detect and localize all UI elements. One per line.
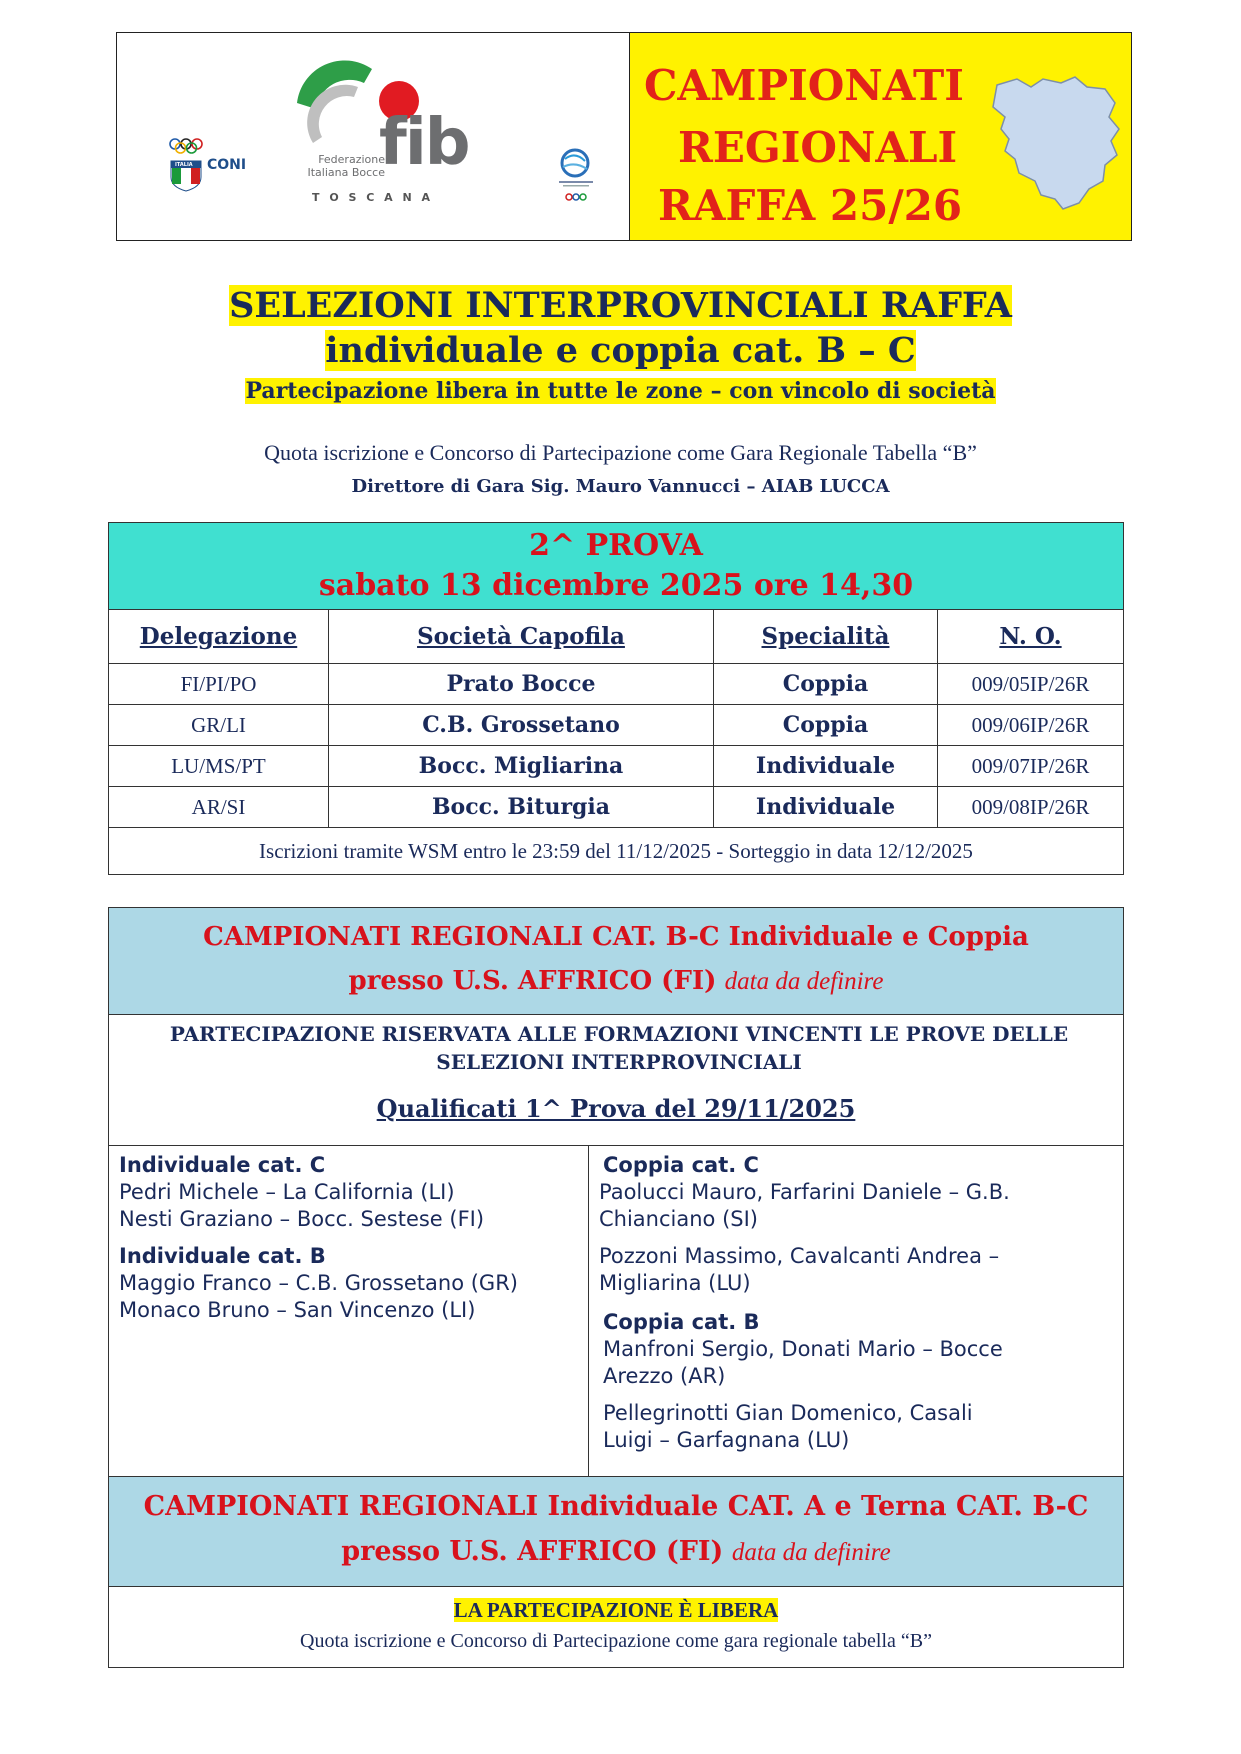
qualified-grid-divider	[588, 1145, 589, 1476]
table-row	[109, 705, 1124, 746]
champ-a-quota: Quota iscrizione e Concorso di Partecipazione come gara regionale tabella “B”	[300, 1630, 932, 1652]
table-row	[109, 787, 1124, 828]
cell-societa: C.B. Grossetano	[329, 705, 714, 746]
prova-date: sabato 13 dicembre 2025 ore 14,30	[318, 568, 914, 603]
col-specialita: Specialità	[714, 610, 938, 664]
paralympic-logo	[553, 145, 603, 213]
champ-a-header	[109, 1476, 1123, 1587]
champ-bc-title: CAMPIONATI REGIONALI CAT. B-C Individuale e Coppia	[203, 922, 1029, 952]
qualified-title: Qualificati 1^ Prova del 29/11/2025	[376, 1094, 856, 1123]
cell-societa: Bocc. Biturgia	[329, 787, 714, 828]
table-row	[109, 746, 1124, 787]
col-no: N. O.	[938, 610, 1124, 664]
coni-text: CONI	[207, 157, 247, 173]
col-societa: Società Capofila	[329, 610, 714, 664]
cell-delegazione: GR/LI	[109, 705, 329, 746]
championship-box	[108, 907, 1124, 1668]
cell-societa: Bocc. Migliarina	[329, 746, 714, 787]
list-item: Nesti Graziano – Bocc. Sestese (FI)	[119, 1207, 485, 1231]
qualified-right-column	[599, 1152, 1019, 1454]
intro-director: Direttore di Gara Sig. Mauro Vannucci – AIAB LUCCA	[351, 476, 890, 497]
cell-delegazione: LU/MS/PT	[109, 746, 329, 787]
champ-a-venue: presso U.S. AFFRICO (FI)	[341, 1536, 724, 1567]
qualified-grid-top	[109, 1145, 1123, 1146]
cell-no: 009/07IP/26R	[938, 746, 1124, 787]
fib-region-text: T O S C A N A	[312, 191, 434, 204]
intro-line-2: individuale e coppia cat. B – C	[325, 330, 916, 371]
qualified-left-column	[119, 1152, 579, 1324]
champ-a-free: LA PARTECIPAZIONE È LIBERA	[453, 1598, 779, 1622]
list-item: Pedri Michele – La California (LI)	[119, 1180, 455, 1204]
cell-specialita: Coppia	[714, 705, 938, 746]
intro-line-1: SELEZIONI INTERPROVINCIALI RAFFA	[229, 285, 1012, 326]
champ-a-title: CAMPIONATI REGIONALI Individuale CAT. A e Terna CAT. B-C	[143, 1491, 1089, 1522]
qualified-heading: Individuale cat. C	[119, 1153, 326, 1177]
title-line-3: RAFFA 25/26	[658, 181, 963, 230]
title-box	[629, 33, 1131, 240]
coni-flag-text: ITALIA	[175, 162, 193, 168]
qualified-heading: Individuale cat. B	[119, 1244, 326, 1268]
champ-bc-venue-note: data da definire	[724, 968, 884, 995]
title-line-1: CAMPIONATI	[644, 61, 964, 110]
tuscany-map-icon	[991, 71, 1121, 215]
list-item: Pozzoni Massimo, Cavalcanti Andrea – Migliarina (LU)	[599, 1244, 1000, 1295]
list-item: Manfroni Sergio, Donati Mario – Bocce Arezzo (AR)	[603, 1337, 1003, 1388]
prova-table	[108, 522, 1124, 875]
fib-logo	[277, 53, 477, 213]
logos-area	[117, 33, 629, 240]
qualified-heading: Coppia cat. B	[603, 1310, 760, 1334]
champ-bc-header	[109, 908, 1123, 1015]
col-delegazione: Delegazione	[109, 610, 329, 664]
cell-specialita: Individuale	[714, 746, 938, 787]
cell-delegazione: AR/SI	[109, 787, 329, 828]
intro-quota: Quota iscrizione e Concorso di Partecipazione come Gara Regionale Tabella “B”	[264, 440, 977, 465]
coni-logo	[167, 137, 247, 199]
fib-logo-text: fib	[379, 106, 469, 180]
cell-specialita: Coppia	[714, 664, 938, 705]
prova-column-headers	[109, 610, 1124, 664]
prova-header	[109, 523, 1124, 610]
cell-societa: Prato Bocce	[329, 664, 714, 705]
cell-delegazione: FI/PI/PO	[109, 664, 329, 705]
list-item: Paolucci Mauro, Farfarini Daniele – G.B. Chianciano (SI)	[599, 1180, 1010, 1231]
cell-specialita: Individuale	[714, 787, 938, 828]
champ-a-venue-note: data da definire	[731, 1539, 891, 1566]
fib-federation-text: Federazione Italiana Bocce	[307, 153, 385, 180]
header-box	[116, 32, 1132, 241]
champ-bc-reserved: PARTECIPAZIONE RISERVATA ALLE FORMAZIONI VINCENTI LE PROVE DELLE SELEZIONI INTERPROVINCIALI	[169, 1022, 1069, 1074]
list-item: Pellegrinotti Gian Domenico, Casali Luigi – Garfagnana (LU)	[603, 1401, 973, 1452]
cell-no: 009/08IP/26R	[938, 787, 1124, 828]
cell-no: 009/05IP/26R	[938, 664, 1124, 705]
list-item: Maggio Franco – C.B. Grossetano (GR)	[119, 1271, 518, 1295]
cell-no: 009/06IP/26R	[938, 705, 1124, 746]
title-line-2: REGIONALI	[678, 123, 958, 172]
champ-bc-venue: presso U.S. AFFRICO (FI)	[348, 966, 717, 996]
qualified-heading: Coppia cat. C	[603, 1153, 759, 1177]
table-row	[109, 664, 1124, 705]
intro-line-3: Partecipazione libera in tutte le zone – con vincolo di società	[245, 378, 996, 404]
prova-title: 2^ PROVA	[529, 528, 703, 563]
list-item: Monaco Bruno – San Vincenzo (LI)	[119, 1298, 476, 1322]
prova-note: Iscrizioni tramite WSM entro le 23:59 del 11/12/2025 - Sorteggio in data 12/12/2025	[109, 828, 1124, 875]
